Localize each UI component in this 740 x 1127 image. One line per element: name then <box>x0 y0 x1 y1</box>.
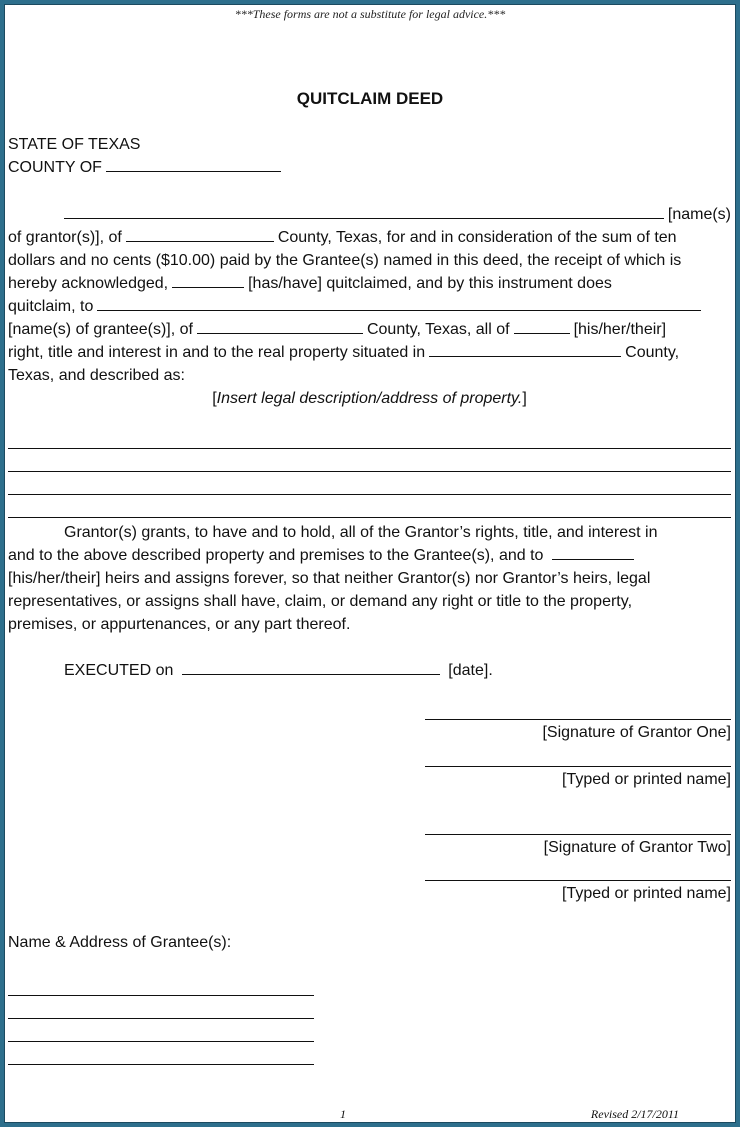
legal-description-hint: [Insert legal description/address of property.] <box>212 390 527 407</box>
executed-line <box>8 659 731 682</box>
para1-text: of grantor(s)], of <box>8 229 122 246</box>
para1-line-4 <box>8 272 731 295</box>
signature-caption: [Signature of Grantor One] <box>542 724 731 741</box>
signature-caption: [Signature of Grantor Two] <box>543 839 731 856</box>
grantee-name-blank[interactable] <box>97 296 701 311</box>
para1-text: [name(s) <box>667 206 731 223</box>
para1-text: County, <box>625 344 680 361</box>
para1-line-1 <box>8 203 731 226</box>
para1-line-6 <box>8 318 731 341</box>
signature-line[interactable] <box>425 719 731 720</box>
habendum-paragraph <box>8 521 731 636</box>
para2-text: premises, or appurtenances, or any part thereof. <box>8 616 351 633</box>
printed-name-line[interactable] <box>425 766 731 767</box>
date-blank[interactable] <box>182 660 440 675</box>
para1-line-7 <box>8 341 731 364</box>
para1-text: County, Texas, for and in consideration of the sum of ten <box>277 229 677 246</box>
grantee-county-blank[interactable] <box>197 319 363 334</box>
para1-text: [name(s) of grantee(s)], of <box>8 321 193 338</box>
para1-text: Texas, and described as: <box>8 367 185 384</box>
revision-date: Revised 2/17/2011 <box>590 1107 679 1121</box>
para1-text: hereby acknowledged, <box>8 275 169 292</box>
grantor-two-signature <box>425 834 731 857</box>
description-line[interactable] <box>8 495 731 518</box>
executed-label: EXECUTED on <box>64 662 174 679</box>
his-her-blank[interactable] <box>514 319 570 334</box>
description-line[interactable] <box>8 449 731 472</box>
page-number: 1 <box>340 1107 346 1121</box>
document-page <box>4 4 736 1123</box>
page-title: QUITCLAIM DEED <box>296 89 444 108</box>
signature-line[interactable] <box>425 834 731 835</box>
legal-description-lines <box>8 426 731 518</box>
grantor-county-blank[interactable] <box>126 227 274 242</box>
county-line <box>8 156 731 179</box>
para1-text: quitclaim, to <box>8 298 94 315</box>
grantor-name-blank[interactable] <box>64 204 664 219</box>
para1-line-8 <box>8 364 731 387</box>
grantee-address-line[interactable] <box>8 973 314 996</box>
state-line: STATE OF TEXAS <box>8 136 141 153</box>
printed-name-caption: [Typed or printed name] <box>562 885 731 902</box>
para1-text: dollars and no cents ($10.00) paid by the Grantee(s) named in this deed, the receipt of which is <box>8 252 682 269</box>
county-blank[interactable] <box>106 157 281 172</box>
para1-text: right, title and interest in and to the real property situated in <box>8 344 426 361</box>
para2-text: and to the above described property and premises to the Grantee(s), and to <box>8 547 544 564</box>
printed-name-caption: [Typed or printed name] <box>562 771 731 788</box>
grantor-two-printed-name <box>425 880 731 903</box>
has-have-blank[interactable] <box>172 273 244 288</box>
printed-name-line[interactable] <box>425 880 731 881</box>
grantor-one-signature <box>425 719 731 742</box>
grantor-one-printed-name <box>425 766 731 789</box>
grantee-label: Name & Address of Grantee(s): <box>8 934 232 951</box>
para1-line-2 <box>8 226 731 249</box>
grantee-address-line[interactable] <box>8 996 314 1019</box>
conveyance-paragraph <box>8 203 731 410</box>
executed-suffix: [date]. <box>448 662 493 679</box>
disclaimer: ***These forms are not a substitute for legal advice.*** <box>234 7 506 21</box>
para1-text: County, Texas, all of <box>366 321 510 338</box>
county-label: COUNTY OF <box>8 159 102 176</box>
para2-text: representatives, or assigns shall have, claim, or demand any right or title to the property, <box>8 593 633 610</box>
para1-text: [his/her/their] <box>573 321 667 338</box>
description-line[interactable] <box>8 426 731 449</box>
grantee-address-lines <box>8 973 314 1065</box>
description-line[interactable] <box>8 472 731 495</box>
para2-text: [his/her/their] heirs and assigns forever, so that neither Grantor(s) nor Grantor’s heirs, legal <box>8 570 651 587</box>
para2-text: Grantor(s) grants, to have and to hold, all of the Grantor’s rights, title, and interest in <box>64 524 658 541</box>
para1-line-5 <box>8 295 731 318</box>
venue-block <box>8 133 731 179</box>
grantee-address-line[interactable] <box>8 1019 314 1042</box>
grantee-address-line[interactable] <box>8 1042 314 1065</box>
para2-line-2 <box>8 544 731 567</box>
property-county-blank[interactable] <box>429 342 621 357</box>
para1-line-3 <box>8 249 731 272</box>
heirs-blank[interactable] <box>552 545 634 560</box>
para1-text: [has/have] quitclaimed, and by this instrument does <box>248 275 612 292</box>
